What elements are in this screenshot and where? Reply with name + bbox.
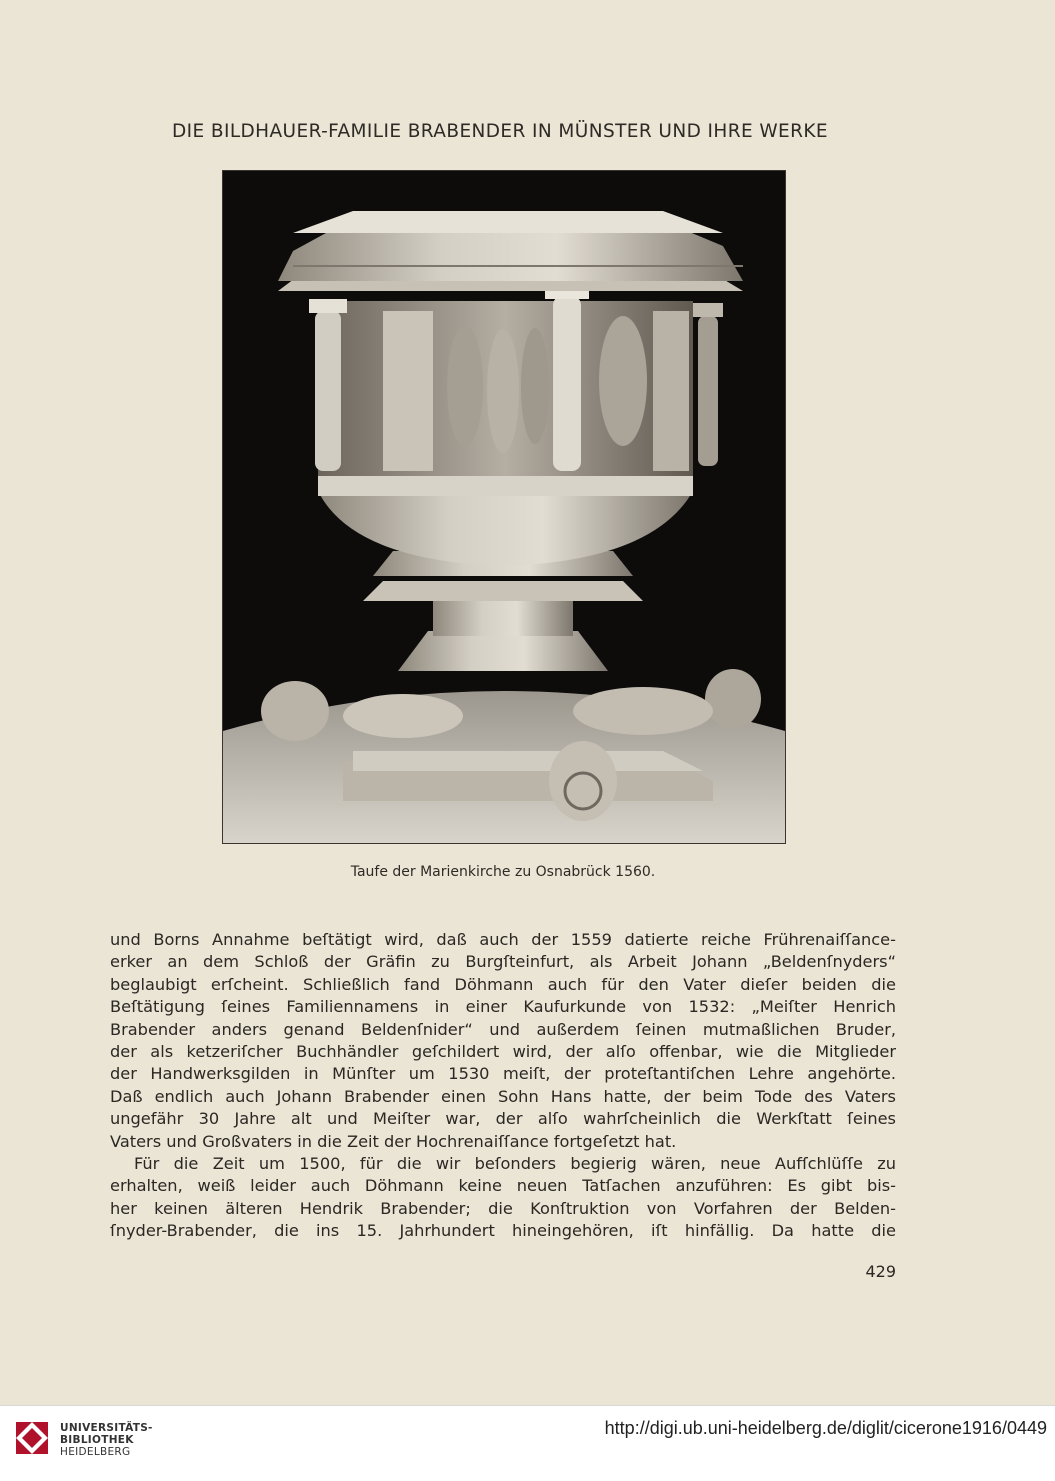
text-line: ungefähr 30 Jahre alt und Meiſter war, der alſo wahrſcheinlich die Werkſtatt ſeines [110,1109,896,1129]
body-text [110,929,896,1242]
running-head: DIE BILDHAUER-FAMILIE BRABENDER IN MÜNSTER UND IHRE WERKE [172,121,828,142]
library-logo-icon [12,1418,52,1458]
baptismal-font-photograph [222,170,786,844]
page-number: 429 [865,1262,896,1281]
figure-caption: Taufe der Marienkirche zu Osnabrück 1560. [350,864,656,880]
text-line: beglaubigt erſcheint. Schließlich fand Döhmann auch für den Vater dieſer beiden die [110,974,896,994]
library-name-line: HEIDELBERG [60,1446,131,1458]
library-name [60,1422,153,1458]
text-line: Vaters und Großvaters in die Zeit der Hochrenaiſſance fortgeſetzt hat. [110,1131,677,1151]
footer-bar [0,1405,1055,1481]
text-line: ſnyder-Brabender, die ins 15. Jahrhundert hineingehören, iſt hinfällig. Da hatte die [110,1221,896,1241]
text-line: Daß endlich auch Johann Brabender einen Sohn Hans hatte, der beim Tode des Vaters [110,1086,896,1106]
library-name-line: BIBLIOTHEK [60,1434,134,1446]
text-line: und Borns Annahme beſtätigt wird, daß auch der 1559 datierte reiche Frührenaiſſance- [110,930,896,949]
text-line: Für die Zeit um 1500, für die wir beſonders begierig wären, neue Aufſchlüſſe zu [134,1153,896,1173]
text-line: der als ketzeriſcher Buchhändler geſchildert wird, der alſo offenbar, wie die Mitglieder [110,1041,896,1061]
library-name-line: UNIVERSITÄTS- [60,1422,153,1434]
text-line: erhalten, weiß leider auch Döhmann keine neuen Tatſachen anzuführen: Es gibt bis- [110,1176,896,1196]
text-line: Beſtätigung ſeines Familiennamens in einer Kaufurkunde von 1532: „Meiſter Henrich [110,997,896,1017]
source-url-link[interactable]: http://digi.ub.uni-heidelberg.de/diglit/cicerone1916/0449 [604,1418,1047,1438]
text-line: erker an dem Schloß der Gräfin zu Burgſteinfurt, als Arbeit Johann „Beldenſnyders“ [110,952,896,972]
text-line: Brabender anders genand Beldenſnider“ und außerdem ſeinen mutmaßlichen Bruder, [110,1019,896,1039]
text-line: der Handwerksgilden in Münſter um 1530 meiſt, der proteſtantiſchen Lehre angehörte. [110,1064,896,1084]
text-line: her keinen älteren Hendrik Brabender; die Konſtruktion von Vorfahren der Belden- [110,1198,896,1218]
